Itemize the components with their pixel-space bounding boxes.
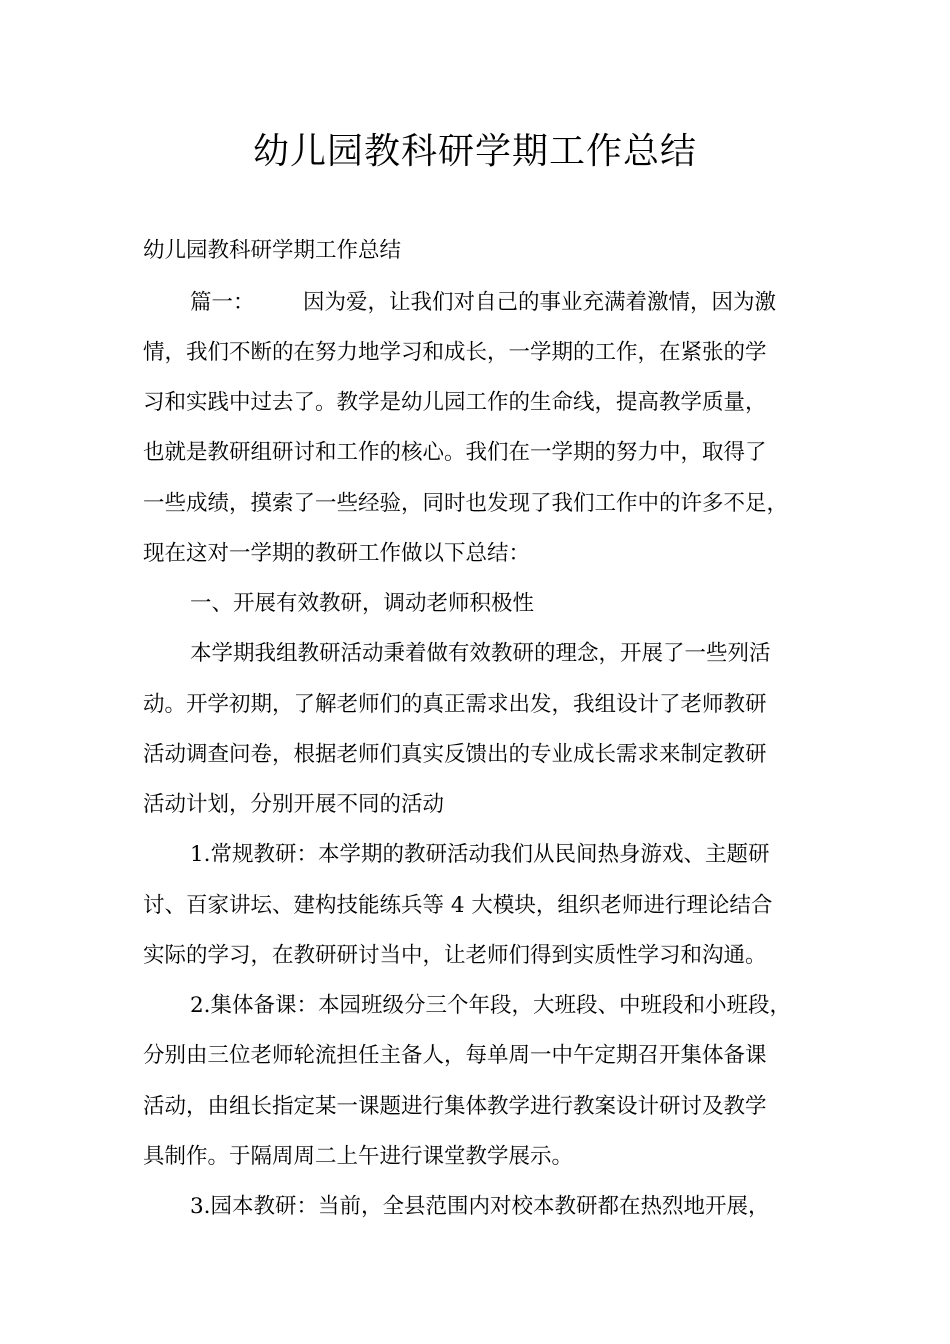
text-line: 现在这对一学期的教研工作做以下总结： — [143, 541, 531, 566]
document-title: 幼儿园教科研学期工作总结 — [252, 131, 697, 172]
text-line: 情，我们不断的在努力地学习和成长，一学期的工作，在紧张的学 — [143, 340, 767, 365]
text-line: 因为爱，让我们对自己的事业充满着激情，因为激 — [303, 290, 777, 315]
text-line: 也就是教研组研讨和工作的核心。我们在一学期的努力中，取得了 — [143, 440, 767, 465]
text-line: 1.常规教研：本学期的教研活动我们从民间热身游戏、主题研 — [190, 842, 770, 867]
text-line: 3.园本教研：当前，全县范围内对校本教研都在热烈地开展， — [190, 1194, 770, 1219]
text-line: 活动调查问卷，根据老师们真实反馈出的专业成长需求来制定教研 — [143, 742, 767, 767]
text-line: 具制作。于隔周周二上午进行课堂教学展示。 — [143, 1144, 574, 1169]
text-line: 活动计划，分别开展不同的活动 — [143, 792, 445, 817]
text-line: 动。开学初期，了解老师们的真正需求出发，我组设计了老师教研 — [143, 692, 767, 717]
text-line: 本学期我组教研活动秉着做有效教研的理念，开展了一些列活 — [190, 641, 771, 666]
text-line: 讨、百家讲坛、建构技能练兵等 4 大模块，组织老师进行理论结合 — [143, 893, 773, 918]
paragraph-label: 篇一： — [190, 290, 255, 315]
document-subtitle: 幼儿园教科研学期工作总结 — [143, 238, 402, 263]
text-line: 实际的学习，在教研研讨当中，让老师们得到实质性学习和沟通。 — [143, 943, 767, 968]
text-line: 分别由三位老师轮流担任主备人，每单周一中午定期召开集体备课 — [143, 1043, 767, 1068]
text-line: 活动，由组长指定某一课题进行集体教学进行教案设计研讨及教学 — [143, 1094, 767, 1119]
text-line: 2.集体备课：本园班级分三个年段，大班段、中班段和小班段， — [190, 993, 792, 1018]
text-line: 习和实践中过去了。教学是幼儿园工作的生命线，提高教学质量， — [143, 390, 767, 415]
text-line: 一些成绩，摸索了一些经验，同时也发现了我们工作中的许多不足， — [143, 491, 789, 516]
section-heading: 一、开展有效教研，调动老师积极性 — [190, 591, 535, 616]
